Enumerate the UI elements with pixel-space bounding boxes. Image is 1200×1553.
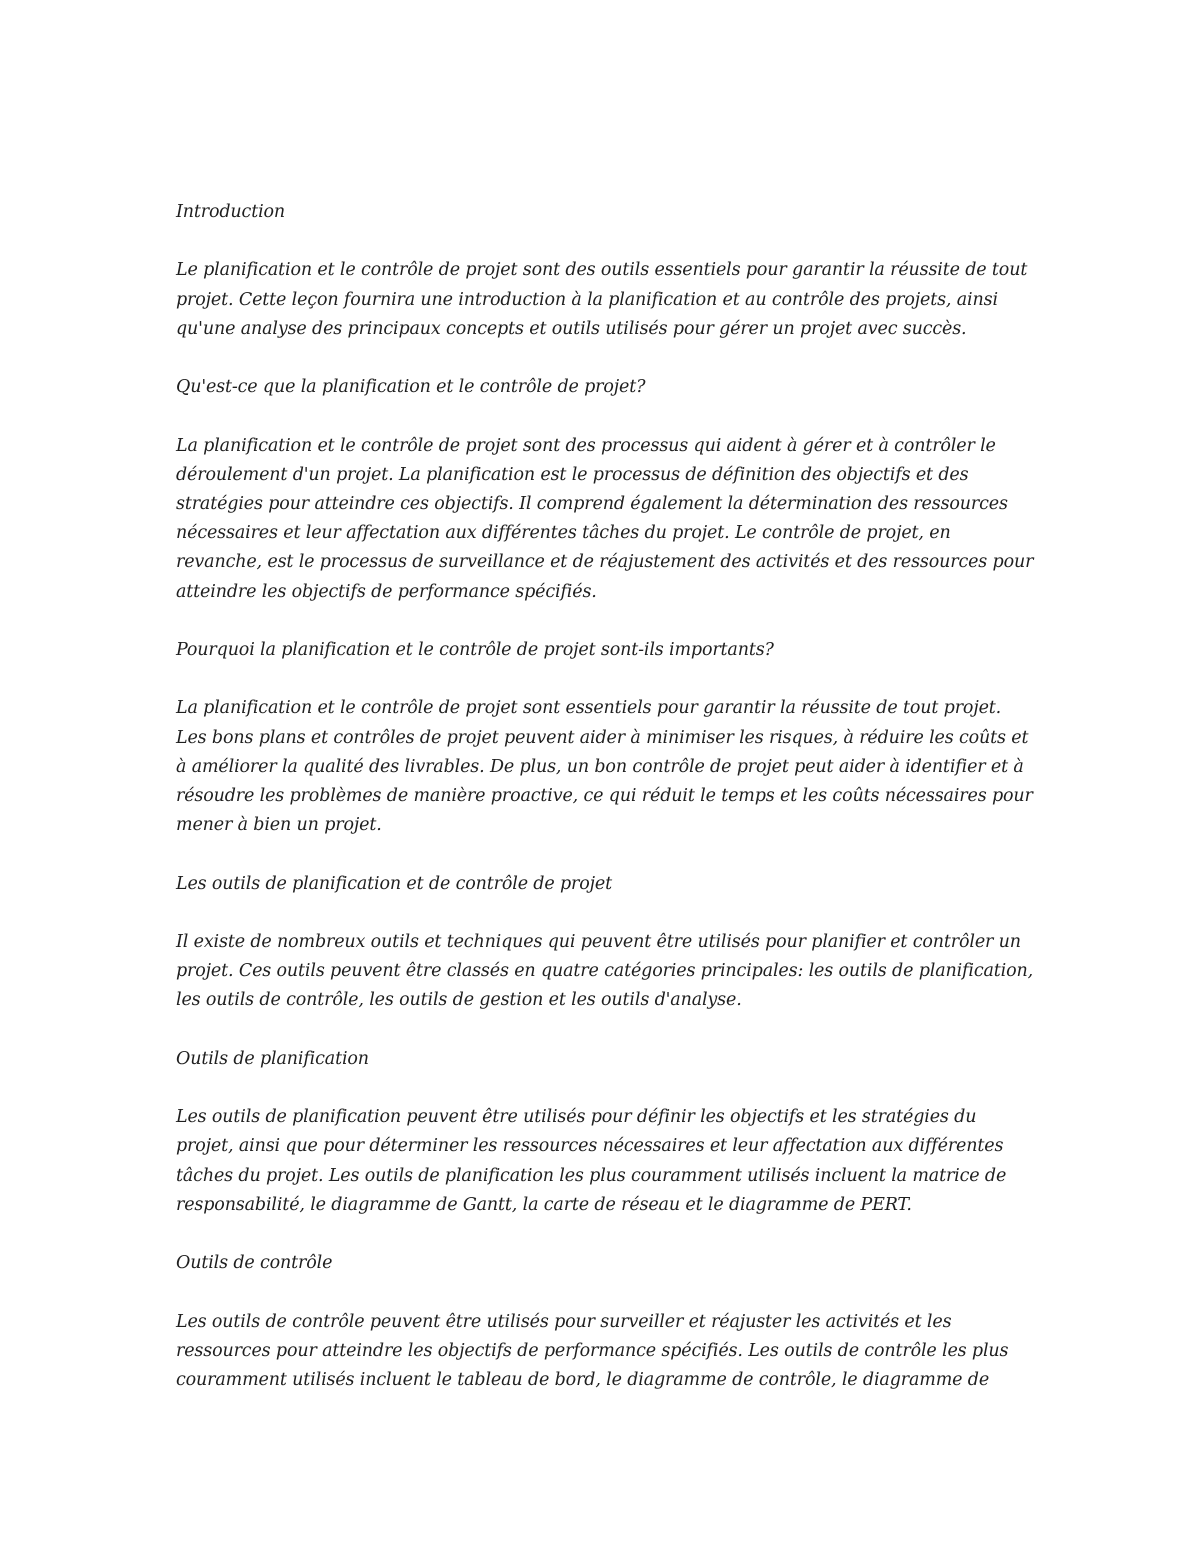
paragraph-importance: La planification et le contrôle de projet sont essentiels pour garantir la réussite de tout projet. Les bons plans et contrôles de projet peuvent aider à minimiser les risques, à réduire les coûts et à améliorer la qualité des livrables. De plus, un bon contrôle de projet peut aider à identifier et à résoudre les problèmes de manière proactive, ce qui réduit le temps et les coûts nécessaires pour mener à bien un projet. (176, 698, 1033, 836)
section-heading-tools: Les outils de planification et de contrôle de projet (176, 873, 612, 894)
section-heading-control-tools: Outils de contrôle (176, 1253, 333, 1274)
paragraph-introduction: Le planification et le contrôle de projet sont des outils essentiels pour garantir la réussite de tout projet. Cette leçon fournira une introduction à la planification et au contrôle des projets, ainsi qu'une analyse des principaux concepts et outils utilisés pour gérer un projet avec succès. (176, 260, 1028, 339)
document-body (176, 198, 1036, 1395)
section-heading-definition: Qu'est-ce que la planification et le contrôle de projet? (176, 377, 646, 398)
section-heading-introduction: Introduction (176, 202, 286, 222)
section-heading-planning-tools: Outils de planification (176, 1048, 369, 1069)
paragraph-definition: La planification et le contrôle de projet sont des processus qui aident à gérer et à contrôler le déroulement d'un projet. La planification est le processus de définition des objectifs et des stratégies pour atteindre ces objectifs. Il comprend également la détermination des ressources nécessaires et leur affectation aux différentes tâches du projet. Le contrôle de projet, en revanche, est le processus de surveillance et de réajustement des activités et des ressources pour atteindre les objectifs de performance spécifiés. (176, 435, 1034, 602)
paragraph-control-tools: Les outils de contrôle peuvent être utilisés pour surveiller et réajuster les activités et les ressources pour atteindre les objectifs de performance spécifiés. Les outils de contrôle les plus couramment utilisés incluent le tableau de bord, le diagramme de contrôle, le diagramme de (176, 1311, 1009, 1390)
section-heading-importance: Pourquoi la planification et le contrôle de projet sont-ils importants? (176, 639, 774, 660)
paragraph-planning-tools: Les outils de planification peuvent être utilisés pour définir les objectifs et les stratégies du projet, ainsi que pour déterminer les ressources nécessaires et leur affectation aux différentes tâches du projet. Les outils de planification les plus couramment utilisés incluent la matrice de responsabilité, le diagramme de Gantt, la carte de réseau et le diagramme de PERT. (176, 1107, 1007, 1215)
paragraph-tools: Il existe de nombreux outils et techniques qui peuvent être utilisés pour planifier et contrôler un projet. Ces outils peuvent être classés en quatre catégories principales: les outils de planification, les outils de contrôle, les outils de gestion et les outils d'analyse. (176, 931, 1034, 1011)
